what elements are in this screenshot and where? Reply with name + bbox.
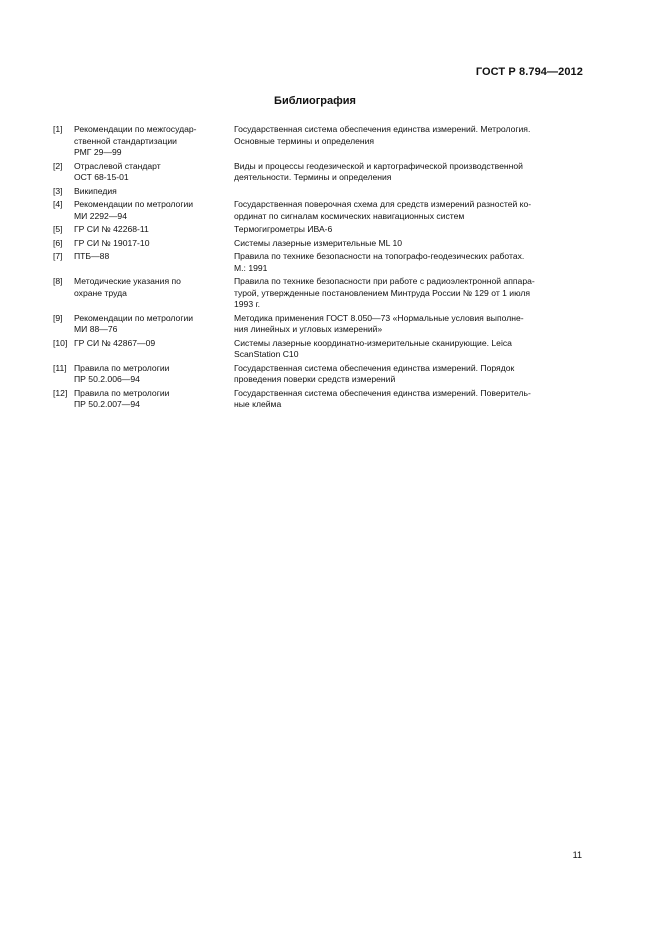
bibliography-entry bbox=[53, 124, 583, 159]
bibliography-entry bbox=[53, 276, 583, 311]
bibliography-entry bbox=[53, 251, 583, 274]
bibliography-list bbox=[53, 124, 583, 413]
bibliography-entry bbox=[53, 363, 583, 386]
entry-source: ГР СИ № 42268-11 bbox=[74, 224, 149, 234]
entry-source: ПТБ—88 bbox=[74, 251, 110, 261]
entry-source: Рекомендации по метрологии МИ 88—76 bbox=[74, 312, 194, 334]
entry-number: [12] bbox=[53, 387, 68, 398]
entry-number: [7] bbox=[53, 251, 63, 261]
entry-number: [10] bbox=[53, 337, 68, 348]
entry-number: [2] bbox=[53, 160, 63, 171]
entry-source: ГР СИ № 42867—09 bbox=[74, 337, 156, 348]
bibliography-entry bbox=[53, 238, 583, 250]
entry-description: Государственная поверочная схема для средств измерений разностей ко- ординат по сигналам космических навигационных систем bbox=[234, 199, 532, 221]
document-code: ГОСТ Р 8.794—2012 bbox=[475, 66, 583, 78]
bibliography-entry bbox=[53, 224, 583, 236]
bibliography-entry bbox=[53, 313, 583, 336]
entry-description: Государственная система обеспечения единства измерений. Порядок проведения поверки средств измерений bbox=[234, 362, 515, 384]
entry-source: Википедия bbox=[74, 185, 117, 196]
entry-source: Правила по метрологии ПР 50.2.006—94 bbox=[74, 362, 170, 384]
bibliography-entry bbox=[53, 338, 583, 361]
entry-number: [9] bbox=[53, 312, 63, 323]
entry-description: Правила по технике безопасности при работе с радиоэлектронной аппара- турой, утвержденные постановлением Минтруда России № 129 от 1 июля 1993 г. bbox=[234, 276, 535, 309]
entry-description: Правила по технике безопасности на топографо-геодезических работах. М.: 1991 bbox=[234, 251, 525, 273]
entry-description: Государственная система обеспечения единства измерений. Поверитель- ные клейма bbox=[234, 387, 531, 409]
bibliography-entry bbox=[53, 161, 583, 184]
entry-source: Методические указания по охране труда bbox=[74, 276, 181, 298]
entry-description: Системы лазерные измерительные ML 10 bbox=[234, 237, 403, 248]
entry-description: Виды и процессы геодезической и картографической производственной деятельности. Термины и определения bbox=[234, 160, 523, 182]
entry-description: Государственная система обеспечения единства измерений. Метрология. Основные термины и определения bbox=[234, 124, 531, 146]
entry-source: Рекомендации по метрологии МИ 2292—94 bbox=[74, 199, 194, 221]
entry-description: Термогигрометры ИВА-6 bbox=[234, 224, 333, 234]
entry-number: [5] bbox=[53, 224, 63, 234]
entry-source: Правила по метрологии ПР 50.2.007—94 bbox=[74, 387, 170, 409]
bibliography-entry bbox=[53, 186, 583, 198]
section-title: Библиография bbox=[274, 95, 356, 107]
entry-number: [3] bbox=[53, 185, 63, 196]
entry-description bbox=[234, 186, 583, 198]
entry-description: Методика применения ГОСТ 8.050—73 «Нормальные условия выполне- ния линейных и угловых измерений» bbox=[234, 312, 524, 334]
page-number: 11 bbox=[572, 850, 582, 860]
entry-number: [8] bbox=[53, 276, 63, 286]
entry-number: [11] bbox=[53, 362, 67, 373]
entry-source: Рекомендации по межгосудар- ственной стандартизации РМГ 29—99 bbox=[74, 124, 197, 157]
entry-number: [4] bbox=[53, 199, 63, 209]
entry-number: [6] bbox=[53, 237, 63, 248]
entry-source: Отраслевой стандарт ОСТ 68-15-01 bbox=[74, 160, 161, 182]
bibliography-entry bbox=[53, 199, 583, 222]
entry-description: Системы лазерные координатно-измерительные сканирующие. Leica ScanStation C10 bbox=[234, 337, 512, 359]
entry-source: ГР СИ № 19017-10 bbox=[74, 237, 150, 248]
entry-number: [1] bbox=[53, 124, 63, 134]
bibliography-entry bbox=[53, 388, 583, 411]
